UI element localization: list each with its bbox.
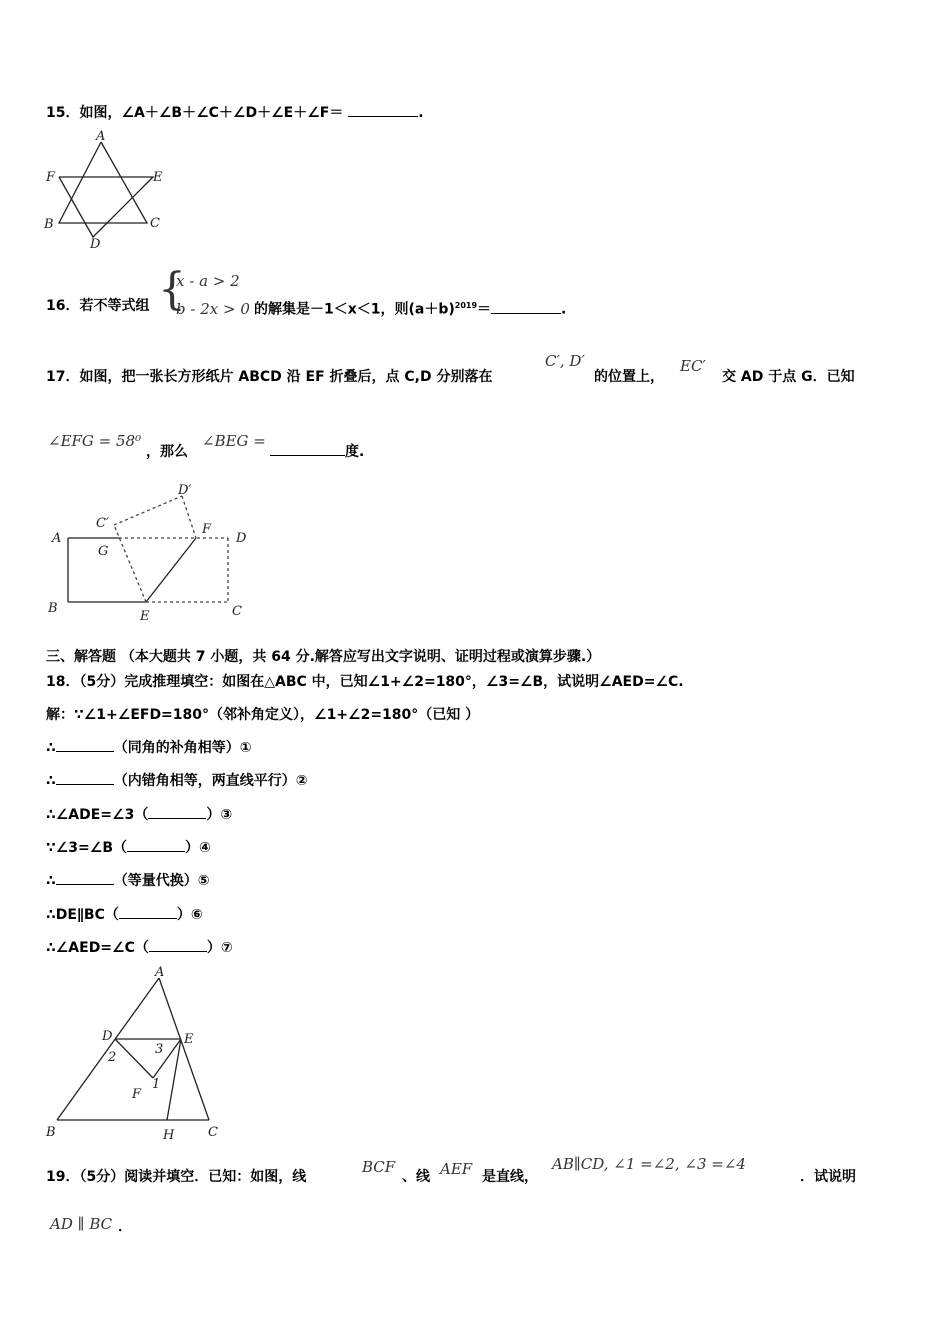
q18-line5: ∵∠3=∠B（ ）④: [46, 840, 211, 856]
q17-text3: 交 AD 于点 G．已知: [722, 369, 855, 385]
q15-star-figure: [40, 130, 180, 255]
q17-label-a: A: [52, 531, 62, 546]
q17-blank[interactable]: [270, 443, 345, 456]
q19-text4: ．试说明: [800, 1169, 856, 1185]
q18-blank-3[interactable]: [148, 806, 206, 819]
q18-label-a: A: [155, 965, 165, 980]
q15-blank[interactable]: [348, 104, 418, 117]
q18-line8: ∴∠AED=∠C（ ）⑦: [46, 940, 233, 956]
q18-label-h: H: [163, 1128, 175, 1143]
q15-label-c: C: [150, 216, 160, 231]
q16-number: 16．若不等式组: [46, 298, 150, 314]
section3-heading: 三、解答题 （本大题共 7 小题，共 64 分.解答应写出文字说明、证明过程或演算步骤.）: [46, 649, 601, 665]
q17-ec-prime: EC′: [680, 357, 706, 375]
q15-label-d: D: [90, 237, 101, 252]
q18-blank-2[interactable]: [56, 772, 114, 785]
q19-text2: 、线: [402, 1169, 430, 1185]
q15-label-b: B: [44, 217, 54, 232]
q15-stem: 15．如图，∠A＋∠B＋∠C＋∠D＋∠E＋∠F＝: [46, 105, 349, 121]
q16-end: .: [561, 301, 567, 318]
q15-label-a: A: [96, 129, 106, 144]
q17-blank-line: [270, 443, 364, 461]
q17-label-d: D: [236, 531, 247, 546]
q18-label-b: B: [46, 1125, 56, 1140]
q18-label-2: 2: [108, 1050, 117, 1065]
q18-line2: ∴ （同角的补角相等）①: [46, 740, 252, 756]
q16-inequality-2: b - 2x > 0: [176, 300, 250, 318]
q19-goal: AD ∥ BC: [50, 1215, 113, 1233]
q18-triangle-figure: [40, 962, 240, 1147]
q17-label-f: F: [202, 522, 212, 537]
q17-label-b: B: [48, 601, 58, 616]
q16-inequality-1: x - a > 2: [176, 272, 240, 290]
q18-label-f: F: [132, 1087, 142, 1102]
q18-label-d: D: [102, 1029, 113, 1044]
q19-bcf: BCF: [362, 1158, 396, 1176]
q15-label-f: F: [46, 170, 56, 185]
q16-exponent: 2019: [454, 301, 478, 310]
q18-blank-6[interactable]: [119, 906, 177, 919]
q15-triangle-up: [59, 142, 147, 223]
q18-label-1: 1: [152, 1077, 161, 1092]
q16-blank[interactable]: [491, 301, 561, 314]
q18-label-3: 3: [155, 1042, 164, 1057]
q18-blank-1[interactable]: [56, 739, 114, 752]
q19-conditions: AB∥CD, ∠1 =∠2, ∠3 =∠4: [552, 1155, 746, 1173]
q19-end: ．: [118, 1219, 132, 1235]
q17-cd-prime: C′, D′: [545, 352, 585, 370]
q19-text1: 19．（5分）阅读并填空．已知：如图，线: [46, 1169, 307, 1185]
q18-label-c: C: [208, 1125, 218, 1140]
q17-angle-efg: ∠EFG = 58⁰: [48, 432, 142, 450]
q17-angle-beg: ∠BEG =: [202, 432, 266, 450]
q17-text2: 的位置上，: [594, 369, 664, 385]
q18-line4: ∴∠ADE=∠3（ ）③: [46, 807, 233, 823]
q17-text4: ，那么: [146, 444, 188, 460]
q18-line3: ∴ （内错角相等，两直线平行）②: [46, 773, 308, 789]
q16-brace: {: [158, 264, 186, 315]
q17-label-c: C: [232, 604, 242, 619]
q17-label-d-prime: D′: [178, 483, 192, 498]
q18-line6: ∴ （等量代换）⑤: [46, 873, 210, 889]
q18-line7: ∴DE∥BC（ ）⑥: [46, 907, 203, 923]
q15-end: .: [418, 105, 424, 121]
q18-blank-5[interactable]: [56, 872, 114, 885]
q16-tail: ＝: [477, 301, 492, 318]
q17-text5: 度.: [345, 444, 365, 460]
q18-label-e: E: [184, 1032, 194, 1047]
q18-title: 18．（5分）完成推理填空：如图在△ABC 中，已知∠1+∠2=180°，∠3=∠B，试说明∠AED=∠C.: [46, 674, 684, 690]
q18-blank-7[interactable]: [149, 939, 207, 952]
q15-text: [46, 104, 424, 122]
q19-text3: 是直线，: [482, 1169, 538, 1185]
q16-rest-text: 的解集是－1＜x＜1，则(a＋b): [254, 301, 455, 318]
q16-rest: [254, 297, 566, 319]
q17-text1: 17．如图，把一张长方形纸片 ABCD 沿 EF 折叠后，点 C,D 分别落在: [46, 369, 493, 385]
q19-aef: AEF: [440, 1160, 473, 1178]
q17-fold-figure: [40, 480, 260, 630]
q15-triangle-down: [59, 177, 153, 237]
q18-blank-4[interactable]: [127, 839, 185, 852]
q17-label-g: G: [98, 544, 109, 559]
q17-label-c-prime: C′: [96, 516, 109, 531]
q18-line1: 解：∵∠1+∠EFD=180°（邻补角定义），∠1+∠2=180°（已知 ）: [46, 707, 480, 723]
q15-label-e: E: [153, 170, 163, 185]
q17-label-e: E: [140, 609, 150, 624]
